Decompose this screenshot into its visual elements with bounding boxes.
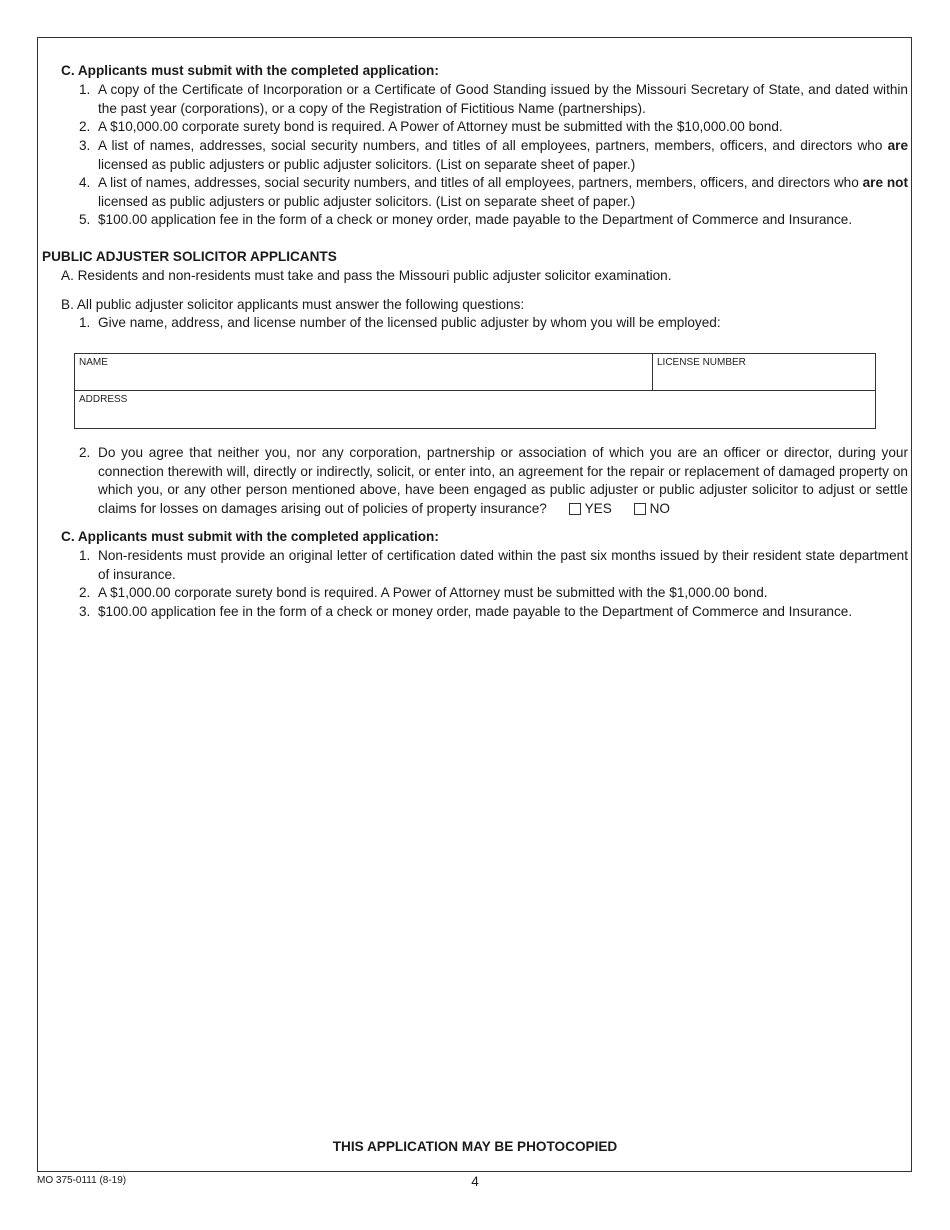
list-item [79,547,908,584]
item-text: licensed as public adjusters or public adjuster solicitors. (List on separate sheet of paper.) [98,193,636,209]
employer-form [74,353,876,429]
no-label: NO [649,500,670,516]
item-text: Give name, address, and license number of the licensed public adjuster by whom you will be employed: [98,315,721,330]
question-2 [79,444,908,518]
solicitor-section-title: PUBLIC ADJUSTER SOLICITOR APPLICANTS [42,249,337,264]
list-item [79,584,908,603]
yes-label: YES [584,500,612,516]
item-emphasis: are not [862,175,908,190]
item-text: A list of names, addresses, social security numbers, and titles of all employees, partners, members, officers, and directors who [98,138,883,153]
page-number: 4 [471,1174,479,1189]
license-number-field[interactable] [653,354,875,391]
item-number: 1. [79,315,91,330]
form-number: MO 375-0111 (8-19) [37,1175,127,1186]
item-text: A list of names, addresses, social security numbers, and titles of all employees, partners, members, officers, and directors who [98,175,859,190]
item-text: licensed as public adjusters or public adjuster solicitors. (List on separate sheet of paper.) [98,156,636,172]
item-text: A $10,000.00 corporate surety bond is required. A Power of Attorney must be submitted with the $10,000.00 bond. [98,119,783,134]
item-text: Do you agree that neither you, nor any corporation, partnership or association of which you are an officer or director, during your connection therewith will, directly or indirectly, solicit, or enter into, an agreement for the repair or replacement of damaged property on which you, or any other person mentioned above, have been engaged as public adjuster or public adjuster solicitor to adjust or settle claims for losses on damages arising out of policies of property insurance? [98,445,908,516]
item-number: 1. [79,548,91,563]
item-text: $100.00 application fee in the form of a check or money order, made payable to the Department of Commerce and Insurance. [98,604,853,619]
requirement-b: B. All public adjuster solicitor applicants must answer the following questions: [61,297,525,312]
item-text: $100.00 application fee in the form of a check or money order, made payable to the Department of Commerce and Insurance. [98,212,853,227]
question-1 [79,314,908,333]
item-number: 4. [79,175,91,190]
item-number: 5. [79,212,91,227]
item-text: A copy of the Certificate of Incorporation or a Certificate of Good Standing issued by the Missouri Secretary of State, and dated within the past year (corporations), or a copy of the Registration of Fictitious Name (partnerships). [98,82,908,116]
list-item [79,81,908,118]
item-text: A $1,000.00 corporate surety bond is required. A Power of Attorney must be submitted with the $1,000.00 bond. [98,585,768,600]
no-checkbox[interactable] [634,503,646,515]
section-c-heading: C. Applicants must submit with the completed application: [61,63,439,78]
name-field[interactable] [75,354,653,391]
item-emphasis: are [887,138,909,153]
photocopy-notice: THIS APPLICATION MAY BE PHOTOCOPIED [332,1139,618,1154]
item-number: 2. [79,119,91,134]
address-field[interactable] [75,391,875,428]
list-item [79,211,908,230]
list-item [79,137,909,174]
item-number: 3. [79,604,91,619]
list-item [79,118,908,137]
item-number: 3. [79,138,91,153]
yes-checkbox[interactable] [569,503,581,515]
requirement-a: A. Residents and non-residents must take and pass the Missouri public adjuster solicitor examination. [61,268,672,283]
address-label: ADDRESS [79,394,128,405]
name-label: NAME [79,357,108,368]
list-item [79,603,908,622]
item-number: 2. [79,585,91,600]
item-number: 2. [79,445,91,460]
list-item [79,174,908,211]
license-number-label: LICENSE NUMBER [657,357,746,368]
item-number: 1. [79,82,91,97]
section-c-heading: C. Applicants must submit with the completed application: [61,529,439,544]
item-text: Non-residents must provide an original letter of certification dated within the past six months issued by their resident state department of insurance. [98,548,908,582]
